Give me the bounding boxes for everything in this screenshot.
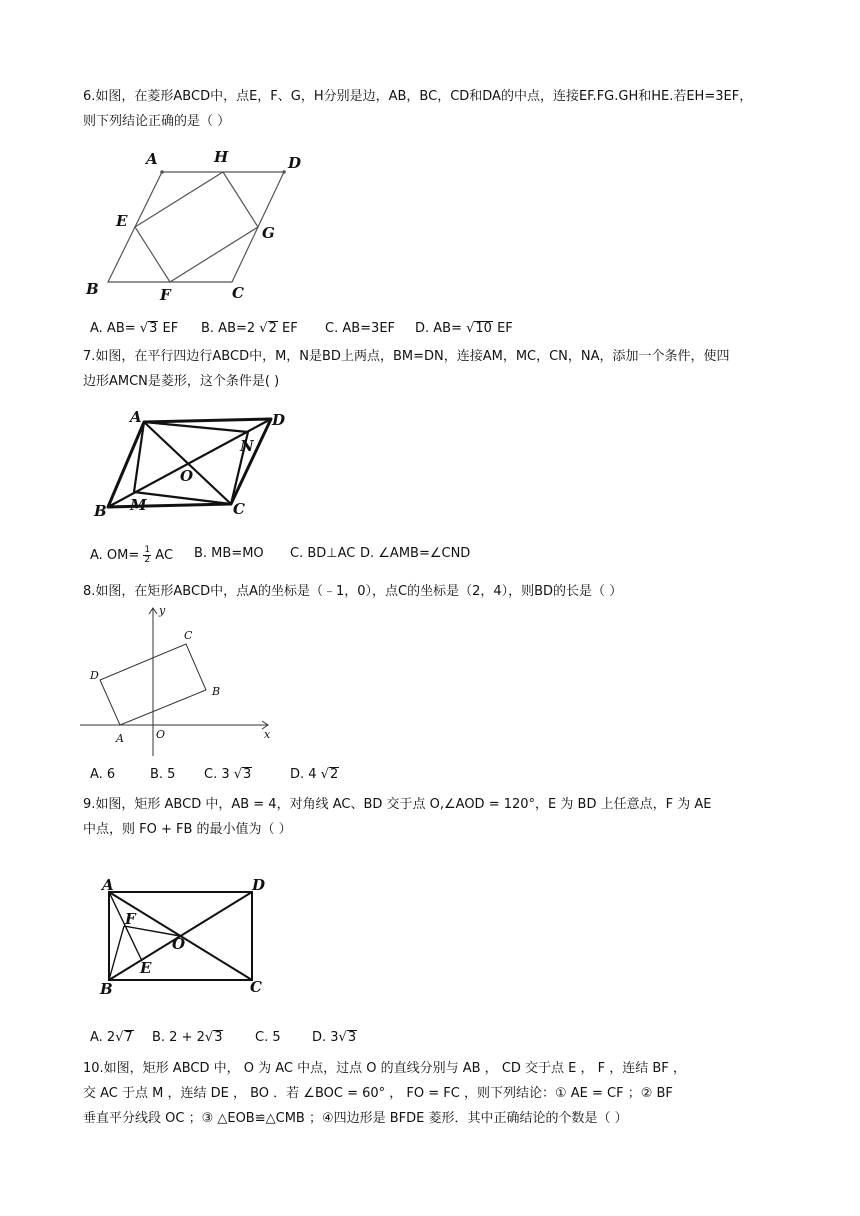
q10-text-line2: 交 AC 于点 M ，连结 DE ， BO ．若 ∠BOC = 60° ， FO = FC ，则下列结论：① AE = CF ；② BF xyxy=(83,1086,673,1101)
q8-option-c[interactable]: C. 3 √3 xyxy=(204,767,252,782)
q7-option-b[interactable]: B. MB=MO xyxy=(194,546,264,561)
label-O: O xyxy=(180,467,194,485)
q9-option-c[interactable]: C. 5 xyxy=(255,1030,281,1045)
q9-option-a[interactable]: A. 2√7 xyxy=(90,1030,133,1045)
q6-option-b[interactable]: B. AB=2 √2 EF xyxy=(201,321,298,336)
q8-option-d[interactable]: D. 4 √2 xyxy=(290,767,339,782)
label-C: C xyxy=(232,284,244,302)
label-M: M xyxy=(130,496,147,514)
q9-text-line2: 中点，则 FO + FB 的最小值为（ ） xyxy=(83,822,292,837)
q9-options xyxy=(90,1030,790,1050)
q7-option-c[interactable]: C. BD⊥AC xyxy=(290,546,356,561)
q6-option-a[interactable]: A. AB= √3 EF xyxy=(90,321,179,336)
label-y: y xyxy=(159,604,166,617)
q6-text-line2: 则下列结论正确的是（ ） xyxy=(83,114,231,129)
label-D: D xyxy=(272,411,286,429)
q7-option-d[interactable]: D. ∠AMB=∠CND xyxy=(360,546,471,561)
q10-text-line1: 10.如图，矩形 ABCD 中， O 为 AC 中点，过点 O 的直线分别与 AB ， CD 交于点 E ， F ，连结 BF ， xyxy=(83,1061,686,1076)
label-B: B xyxy=(212,685,221,698)
q6-rhombus-figure xyxy=(80,142,320,307)
label-A: A xyxy=(130,408,142,426)
label-C: C xyxy=(250,978,262,996)
q6-options xyxy=(90,321,790,341)
label-A: A xyxy=(116,732,124,745)
q8-text-line1: 8.如图，在矩形ABCD中，点A的坐标是（﹣1，0），点C的坐标是（2，4），则BD的长是（ ） xyxy=(83,584,623,599)
label-B: B xyxy=(100,980,113,998)
label-B: B xyxy=(94,502,107,520)
label-O: O xyxy=(156,728,166,741)
q10-text-line3: 垂直平分线段 OC ；③ △EOB≌△CMB ；④四边形是 BFDE 菱形．其中正确结论的个数是（ ） xyxy=(83,1111,628,1126)
q7-parallelogram-figure xyxy=(88,404,298,524)
q7-text-line1: 7.如图，在平行四边行ABCD中，M，N是BD上两点，BM=DN，连接AM，MC，CN，NA，添加一个条件，使四 xyxy=(83,349,730,364)
label-D: D xyxy=(252,876,266,894)
q9-rectangle-figure xyxy=(96,870,271,998)
label-x: x xyxy=(264,728,271,741)
label-H: H xyxy=(214,148,229,166)
q9-option-d[interactable]: D. 3√3 xyxy=(312,1030,357,1045)
q8-option-a[interactable]: A. 6 xyxy=(90,767,116,782)
q9-text-line1: 9.如图，矩形 ABCD 中，AB = 4，对角线 AC、BD 交于点 O,∠AOD = 120°，E 为 BD 上任意点，F 为 AE xyxy=(83,797,712,812)
label-C: C xyxy=(184,629,193,642)
label-B: B xyxy=(86,280,99,298)
q6-text-line1: 6.如图，在菱形ABCD中，点E，F、G，H分别是边，AB，BC，CD和DA的中点，连接EF.FG.GH和HE.若EH=3EF， xyxy=(83,89,753,104)
q8-coordinate-figure xyxy=(78,604,278,760)
label-O: O xyxy=(172,935,186,953)
label-G: G xyxy=(262,224,275,242)
q8-options xyxy=(90,767,790,787)
q6-option-c[interactable]: C. AB=3EF xyxy=(325,321,396,336)
label-A: A xyxy=(102,876,114,894)
label-C: C xyxy=(233,500,245,518)
q6-option-d[interactable]: D. AB= √10 EF xyxy=(415,321,513,336)
q7-option-a[interactable]: A. OM= $\frac{1}{2}$ AC xyxy=(90,545,174,565)
q7-options xyxy=(90,546,790,566)
q9-option-b[interactable]: B. 2 + 2√3 xyxy=(152,1030,223,1045)
label-F: F xyxy=(125,910,136,928)
label-D: D xyxy=(288,154,302,172)
label-A: A xyxy=(146,150,158,168)
label-E: E xyxy=(116,212,128,230)
label-E: E xyxy=(140,959,152,977)
label-N: N xyxy=(240,437,254,455)
label-D: D xyxy=(90,669,99,682)
q7-text-line2: 边形AMCN是菱形，这个条件是( ) xyxy=(83,374,280,389)
label-F: F xyxy=(160,286,171,304)
q8-option-b[interactable]: B. 5 xyxy=(150,767,176,782)
